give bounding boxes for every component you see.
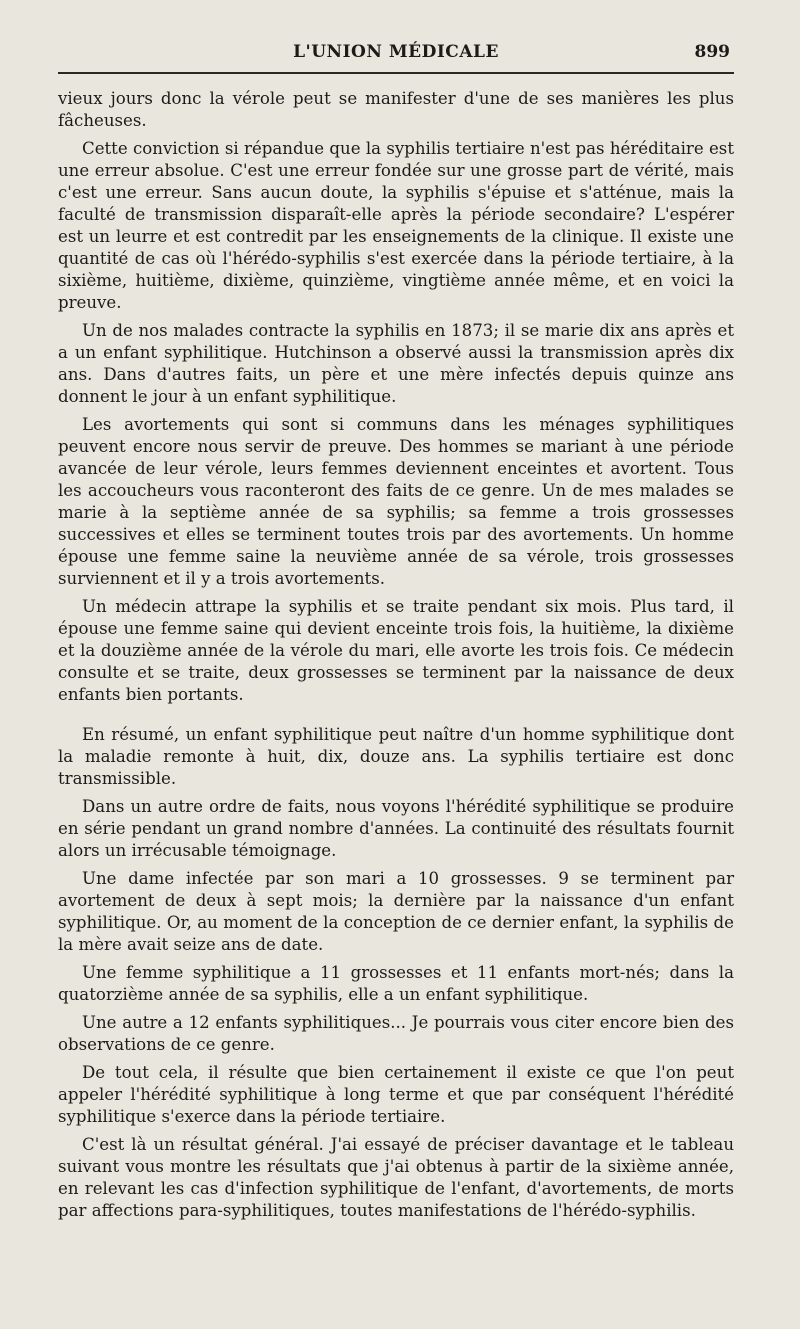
paragraph: Un de nos malades contracte la syphilis en 1873; il se marie dix ans après et a un enfant syphilitique. Hutchinson a observé aussi la transmission après dix ans. Dans d'autres faits, un père et une mère infectés depuis quinze ans donnent le jour à un enfant syphilitique.	[58, 321, 734, 406]
paragraph: vieux jours donc la vérole peut se manifester d'une de ses manières les plus fâcheuses.	[58, 89, 734, 130]
paragraph: En résumé, un enfant syphilitique peut naître d'un homme syphilitique dont la maladie remonte à huit, dix, douze ans. La syphilis tertiaire est donc transmissible.	[58, 725, 734, 788]
paragraph: Cette conviction si répandue que la syphilis tertiaire n'est pas héréditaire est une erreur absolue. C'est une erreur fondée sur une grosse part de vérité, mais c'est une erreur. Sans aucun doute, la syphilis s'épuise et s'atténue, mais la faculté de transmission disparaît-elle après la période secondaire? L'espérer est un leurre et est contredit par les enseignements de la clinique. Il existe une quantité de cas où l'hérédo-syphilis s'est exercée dans la période tertiaire, à la sixième, huitième, dixième, quinzième, vingtième année même, et en voici la preuve.	[58, 139, 734, 312]
running-header	[58, 38, 734, 72]
paragraph: Dans un autre ordre de faits, nous voyons l'hérédité syphilitique se produire en série pendant un grand nombre d'années. La continuité des résultats fournit alors un irrécusable témoignage.	[58, 797, 734, 860]
paragraph: De tout cela, il résulte que bien certainement il existe ce que l'on peut appeler l'hérédité syphilitique à long terme et que par conséquent l'hérédité syphilitique s'exerce dans la période tertiaire.	[58, 1063, 734, 1126]
journal-title: L'UNION MÉDICALE	[293, 42, 499, 62]
header-rule	[58, 72, 734, 74]
paragraph: Une femme syphilitique a 11 grossesses et 11 enfants mort-nés; dans la quatorzième année de sa syphilis, elle a un enfant syphilitique.	[58, 963, 734, 1004]
paragraph: C'est là un résultat général. J'ai essayé de préciser davantage et le tableau suivant vous montre les résultats que j'ai obtenus à partir de la sixième année, en relevant les cas d'infection syphilitique de l'enfant, d'avortements, de morts par affections para-syphilitiques, toutes manifestations de l'hérédo-syphilis.	[58, 1135, 734, 1220]
article-body	[58, 88, 734, 1222]
page-number: 899	[694, 42, 730, 62]
paragraph: Les avortements qui sont si communs dans les ménages syphilitiques peuvent encore nous servir de preuve. Des hommes se mariant à une période avancée de leur vérole, leurs femmes deviennent enceintes et avortent. Tous les accoucheurs vous raconteront des faits de ce genre. Un de mes malades se marie à la septième année de sa syphilis; sa femme a trois grossesses successives et elles se terminent toutes trois par des avortements. Un homme épouse une femme saine la neuvième année de sa vérole, trois grossesses surviennent et il y a trois avortements.	[58, 415, 734, 588]
paragraph: Un médecin attrape la syphilis et se traite pendant six mois. Plus tard, il épouse une femme saine qui devient enceinte trois fois, la huitième, la dixième et la douzième année de la vérole du mari, elle avorte les trois fois. Ce médecin consulte et se traite, deux grossesses se terminent par la naissance de deux enfants bien portants.	[58, 597, 734, 704]
paragraph: Une autre a 12 enfants syphilitiques... Je pourrais vous citer encore bien des observations de ce genre.	[58, 1013, 734, 1054]
paragraph: Une dame infectée par son mari a 10 grossesses. 9 se terminent par avortement de deux à sept mois; la dernière par la naissance d'un enfant syphilitique. Or, au moment de la conception de ce dernier enfant, la syphilis de la mère avait seize ans de date.	[58, 869, 734, 954]
